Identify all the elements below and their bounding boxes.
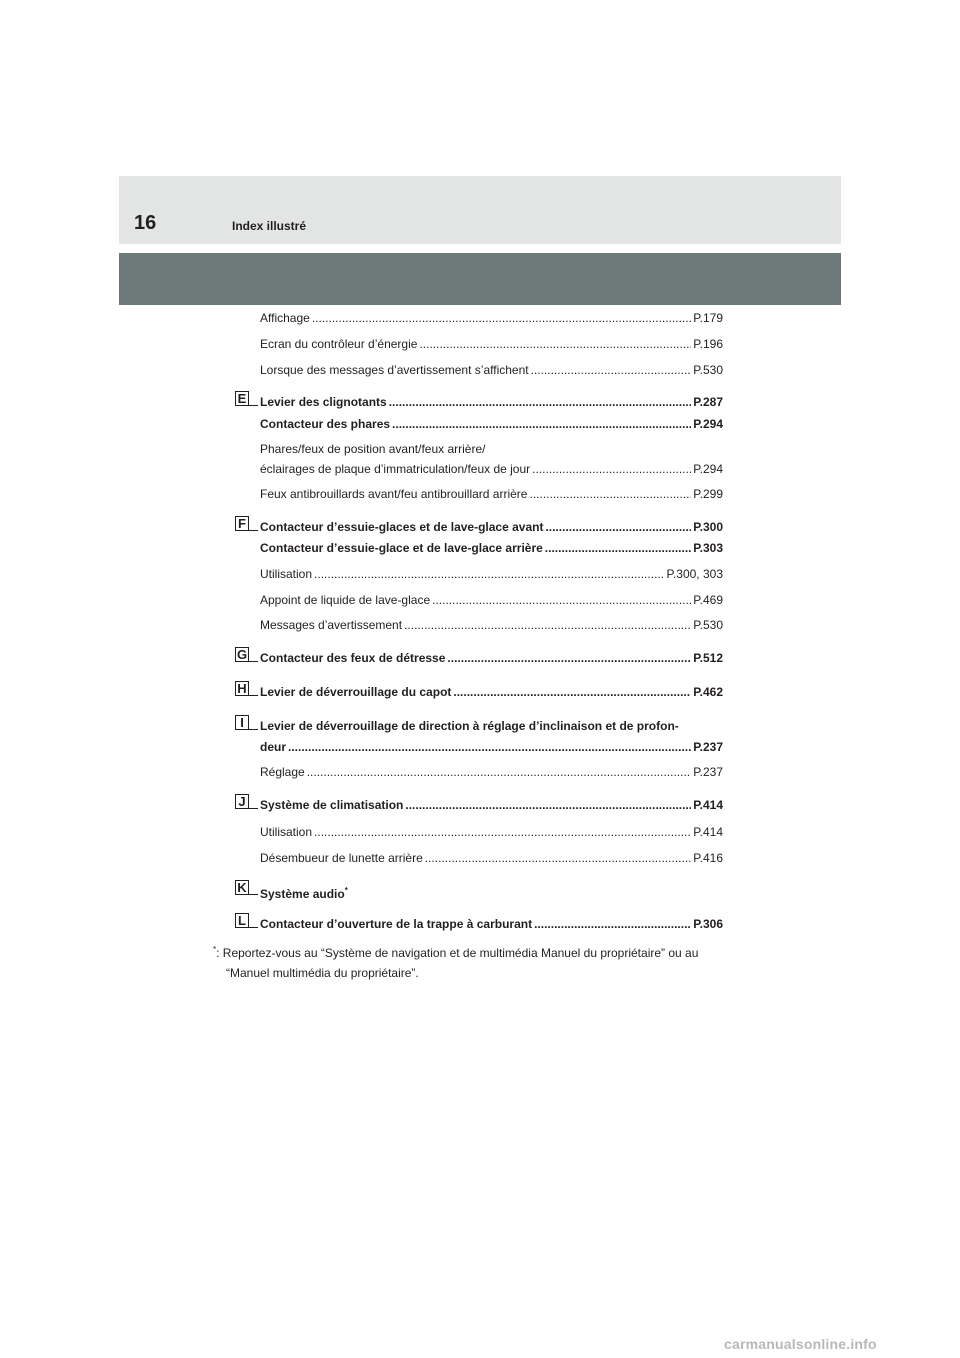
entry-page-ref[interactable]: P.237 bbox=[693, 740, 723, 754]
leader-dots bbox=[453, 685, 691, 699]
watermark: carmanualsonline.info bbox=[724, 1336, 877, 1352]
index-entry bbox=[260, 567, 723, 581]
entry-label: Système de climatisation bbox=[260, 798, 404, 812]
entry-label: Messages d’avertissement bbox=[260, 618, 403, 632]
entry-page-ref[interactable]: P.196 bbox=[693, 337, 723, 351]
footnote-marker: * bbox=[344, 886, 348, 895]
entry-page-ref[interactable]: P.414 bbox=[693, 798, 723, 812]
leader-dots bbox=[419, 337, 691, 351]
entry-page-ref[interactable]: P.414 bbox=[693, 825, 723, 839]
footnote bbox=[213, 943, 753, 983]
leader-dots bbox=[404, 618, 691, 632]
index-entry bbox=[260, 618, 723, 632]
leader-dots bbox=[288, 740, 691, 754]
index-entry bbox=[260, 825, 723, 839]
entry-page-ref[interactable]: P.303 bbox=[693, 541, 723, 555]
entry-label: Affichage bbox=[260, 311, 310, 325]
entry-label: Utilisation bbox=[260, 825, 313, 839]
entry-page-ref[interactable]: P.294 bbox=[693, 417, 723, 431]
leader-dots bbox=[534, 917, 691, 931]
index-entry bbox=[260, 593, 723, 607]
entry-label: Utilisation bbox=[260, 567, 313, 581]
index-entry bbox=[260, 363, 723, 377]
letter-marker-g: G bbox=[236, 647, 248, 662]
entry-page-ref[interactable]: P.530 bbox=[693, 618, 723, 632]
entry-label: Levier de déverrouillage de direction à réglage d’inclinaison et de profon- bbox=[260, 719, 679, 733]
entry-label: Lorsque des messages d’avertissement s’affichent bbox=[260, 363, 529, 377]
entry-label: deur bbox=[260, 740, 287, 754]
entry-label: Réglage bbox=[260, 765, 305, 779]
index-entry bbox=[260, 487, 723, 501]
entry-page-ref[interactable]: P.237 bbox=[693, 765, 723, 779]
index-entry bbox=[260, 765, 723, 779]
entry-label: Contacteur d’essuie-glaces et de lave-glace avant bbox=[260, 520, 544, 534]
index-entry bbox=[260, 740, 723, 754]
entry-page-ref[interactable]: P.462 bbox=[693, 685, 723, 699]
index-entry bbox=[260, 651, 723, 665]
header-band bbox=[119, 176, 841, 244]
entry-label: Système audio bbox=[260, 887, 345, 901]
footnote-marker: * bbox=[213, 945, 217, 954]
entry-page-ref[interactable]: P.300 bbox=[693, 520, 723, 534]
index-entry bbox=[260, 417, 723, 431]
letter-marker-l: L bbox=[235, 913, 249, 928]
leader-dots bbox=[405, 798, 691, 812]
index-entry bbox=[260, 337, 723, 351]
index-entry bbox=[260, 462, 723, 476]
leader-dots bbox=[545, 541, 691, 555]
letter-marker-j: J bbox=[235, 794, 249, 809]
entry-page-ref[interactable]: P.299 bbox=[693, 487, 723, 501]
entry-label: éclairages de plaque d’immatriculation/feux de jour bbox=[260, 462, 531, 476]
entry-label: Contacteur des feux de détresse bbox=[260, 651, 446, 665]
leader-dots bbox=[314, 567, 664, 581]
leader-dots bbox=[312, 311, 691, 325]
entry-label: Feux antibrouillards avant/feu antibrouillard arrière bbox=[260, 487, 528, 501]
index-entry bbox=[260, 917, 723, 931]
entry-page-ref[interactable]: P.287 bbox=[693, 395, 723, 409]
entry-label: Contacteur d’essuie-glace et de lave-glace arrière bbox=[260, 541, 543, 555]
entry-label: Appoint de liquide de lave-glace bbox=[260, 593, 431, 607]
entry-label: Ecran du contrôleur d’énergie bbox=[260, 337, 418, 351]
leader-dots bbox=[529, 487, 691, 501]
entry-page-ref[interactable]: P.512 bbox=[693, 651, 723, 665]
index-entry bbox=[260, 851, 723, 865]
leader-dots bbox=[389, 395, 691, 409]
index-entry bbox=[260, 541, 723, 555]
index-entry bbox=[260, 395, 723, 409]
entry-page-ref[interactable]: P.469 bbox=[693, 593, 723, 607]
entry-page-ref[interactable]: P.294 bbox=[693, 462, 723, 476]
entry-page-ref[interactable]: P.530 bbox=[693, 363, 723, 377]
leader-dots bbox=[314, 825, 691, 839]
entry-label: Contacteur des phares bbox=[260, 417, 391, 431]
index-entry bbox=[260, 311, 723, 325]
entry-page-ref[interactable]: P.300, 303 bbox=[666, 567, 723, 581]
letter-marker-e: E bbox=[235, 391, 249, 406]
index-entry bbox=[260, 520, 723, 534]
entry-label-audio bbox=[260, 884, 348, 901]
entry-label: Levier des clignotants bbox=[260, 395, 387, 409]
entry-page-ref[interactable]: P.179 bbox=[693, 311, 723, 325]
entry-label: Phares/feux de position avant/feux arrière/ bbox=[260, 442, 486, 456]
leader-dots bbox=[432, 593, 691, 607]
section-bar bbox=[119, 253, 841, 305]
index-entry bbox=[260, 798, 723, 812]
leader-dots bbox=[531, 363, 692, 377]
leader-dots bbox=[392, 417, 691, 431]
entry-label: Désembueur de lunette arrière bbox=[260, 851, 423, 865]
entry-page-ref[interactable]: P.306 bbox=[693, 917, 723, 931]
leader-dots bbox=[545, 520, 691, 534]
leader-dots bbox=[532, 462, 691, 476]
letter-marker-f: F bbox=[235, 516, 249, 531]
leader-dots bbox=[307, 765, 691, 779]
entry-page-ref[interactable]: P.416 bbox=[693, 851, 723, 865]
leader-dots bbox=[425, 851, 691, 865]
section-title: Index illustré bbox=[232, 219, 307, 233]
leader-dots bbox=[447, 651, 691, 665]
letter-marker-k: K bbox=[235, 880, 249, 895]
letter-marker-h: H bbox=[235, 681, 249, 696]
entry-label: Levier de déverrouillage du capot bbox=[260, 685, 452, 699]
page-number: 16 bbox=[134, 212, 157, 234]
footnote-text: : Reportez-vous au “Système de navigation et de multimédia Manuel du propriétaire” ou au bbox=[216, 946, 699, 960]
letter-marker-i: I bbox=[235, 715, 249, 730]
footnote-text-continued: “Manuel multimédia du propriétaire”. bbox=[226, 966, 419, 980]
entry-label: Contacteur d’ouverture de la trappe à carburant bbox=[260, 917, 533, 931]
index-entry bbox=[260, 685, 723, 699]
